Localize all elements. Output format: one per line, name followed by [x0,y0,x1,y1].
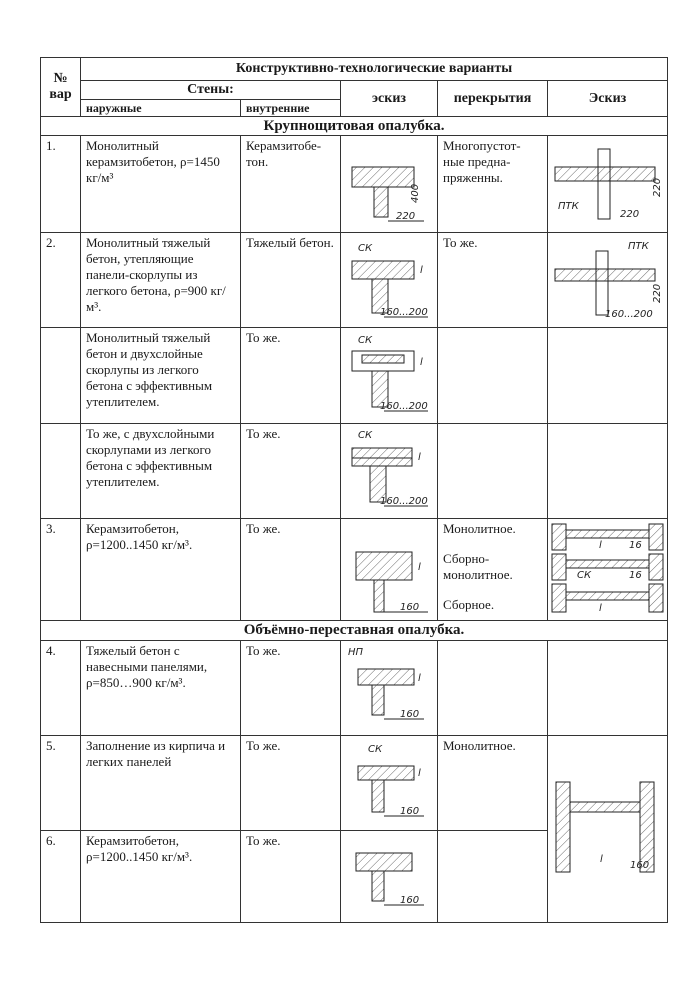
inner-wall: То же. [241,328,341,424]
floor-sketch [548,328,668,424]
svg-text:160: 160 [400,709,420,720]
floor-type [438,519,548,621]
row-number: 3. [41,519,81,621]
svg-text:220: 220 [652,177,664,197]
row-number [41,424,81,519]
svg-text:160: 160 [400,806,420,817]
section-header: Крупнощитовая опалубка. [41,117,668,136]
inner-walls-header: внутренние [241,100,341,117]
wall-sketch [341,233,438,328]
wall-sketch [341,736,438,831]
svg-text:160...200: 160...200 [380,400,428,412]
inner-wall: Тяжелый бетон. [241,233,341,328]
svg-text:l: l [598,539,602,551]
svg-text:l: l [418,673,421,684]
svg-text:220: 220 [652,283,664,303]
floor-sketch [548,136,668,233]
table-row [41,641,668,736]
svg-text:СК: СК [358,430,373,441]
floor-type: Монолитное. [438,736,548,831]
floor-type: То же. [438,233,548,328]
row-number: 1. [41,136,81,233]
table-row [41,328,668,424]
svg-text:160: 160 [630,860,650,871]
inner-wall: Керамзитобе-тон. [241,136,341,233]
row-number: 4. [41,641,81,736]
row-number: 6. [41,831,81,923]
wall-sketch [341,831,438,923]
table-row [41,136,668,233]
wall-sketch [341,424,438,519]
svg-text:160...200: 160...200 [380,496,428,507]
svg-text:220: 220 [396,211,416,222]
floor-type [438,831,548,923]
svg-text:l: l [418,452,421,463]
outer-wall: Монолитный керамзитобетон, ρ=1450 кг/м³ [81,136,241,233]
row-number: 5. [41,736,81,831]
variants-table [40,57,668,923]
svg-text:ПТК: ПТК [628,241,649,252]
floor-sketch [548,424,668,519]
svg-text:l: l [420,265,423,276]
floor-sketch [548,736,668,923]
inner-wall: То же. [241,641,341,736]
floor-type [438,328,548,424]
floor-type [438,641,548,736]
svg-text:СК: СК [358,334,373,346]
svg-text:160...200: 160...200 [605,309,653,320]
outer-wall: Тяжелый бетон с навесными панелями, ρ=850…900 кг/м³. [81,641,241,736]
outer-wall: Керамзитобетон, ρ=1200..1450 кг/м³. [81,831,241,923]
inner-wall: То же. [241,736,341,831]
table-row [41,519,668,621]
walls-header: Стены: [81,81,341,100]
floor-option: Сборное. [443,597,495,612]
svg-text:l: l [600,854,603,865]
wall-sketch [341,519,438,621]
floors-header: перекрытия [438,81,548,117]
wall-sketch [341,136,438,233]
svg-text:СК: СК [368,744,383,755]
outer-wall: Монолитный тяжелый бетон, утепляющие панели-скорлупы из легкого бетона, ρ=900 кг/м³. [81,233,241,328]
svg-text:СК: СК [358,243,373,254]
svg-text:l: l [598,602,602,614]
floor-sketch [548,519,668,621]
table-title: Конструктивно-технологические варианты [81,58,668,81]
inner-wall: То же. [241,519,341,621]
floor-sketch [548,641,668,736]
svg-text:НП: НП [348,647,364,658]
svg-text:l: l [418,562,421,573]
floor-type: Многопустот-ные предна-пряженны. [438,136,548,233]
svg-text:16: 16 [628,569,642,581]
svg-text:160: 160 [400,894,420,906]
sketch-header: эскиз [341,81,438,117]
floor-option: Сборно-монолитное. [443,551,513,582]
svg-text:СК: СК [576,569,591,581]
svg-text:l: l [418,768,421,779]
floor-type [438,424,548,519]
svg-text:220: 220 [620,209,640,220]
inner-wall: То же. [241,424,341,519]
svg-text:ПТК: ПТК [558,201,579,212]
table-row [41,736,668,831]
outer-walls-header: наружные [81,100,241,117]
floor-sketch [548,233,668,328]
outer-wall: То же, с двухслойными скорлупами из легкого бетона с эффективным утеплителем. [81,424,241,519]
row-number: 2. [41,233,81,328]
svg-text:l: l [420,356,423,368]
svg-text:160: 160 [400,602,420,613]
svg-text:160...200: 160...200 [380,307,428,318]
floor-option: Монолитное. [443,521,516,536]
wall-sketch [341,328,438,424]
svg-text:400: 400 [410,183,421,203]
table-row [41,424,668,519]
col-number-header: № вар [41,58,81,117]
outer-wall: Керамзитобетон, ρ=1200..1450 кг/м³. [81,519,241,621]
svg-text:16: 16 [628,539,642,551]
section-header: Объёмно-переставная опалубка. [41,621,668,641]
outer-wall: Монолитный тяжелый бетон и двухслойные скорлупы из легкого бетона с эффективным утеплителем. [81,328,241,424]
outer-wall: Заполнение из кирпича и легких панелей [81,736,241,831]
wall-sketch [341,641,438,736]
sketch2-header: Эскиз [548,81,668,117]
inner-wall: То же. [241,831,341,923]
row-number [41,328,81,424]
table-row [41,233,668,328]
